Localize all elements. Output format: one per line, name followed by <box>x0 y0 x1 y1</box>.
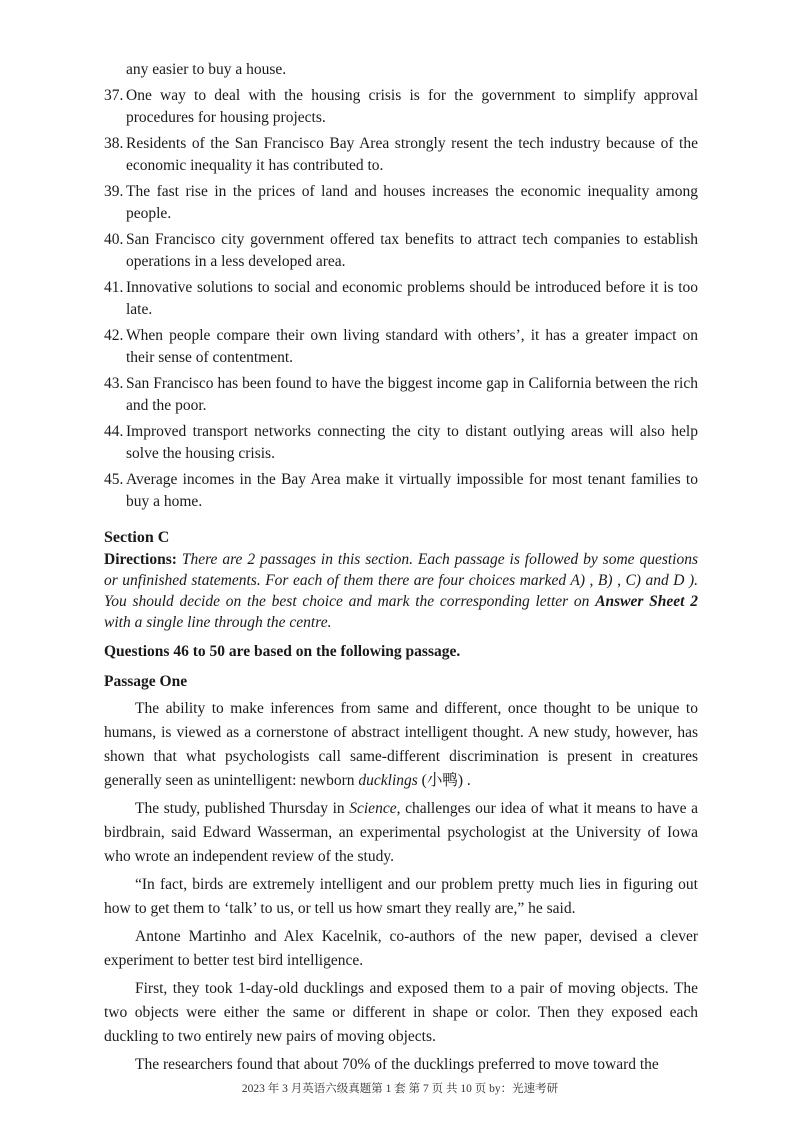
passage-paragraph: First, they took 1-day-old ducklings and exposed them to a pair of moving objects. The two objects were either the same or different in shape or color. Then they exposed each duckling to two entirely new pairs of moving objects. <box>104 980 698 1045</box>
directions-label: Directions: <box>104 551 177 568</box>
question-item <box>104 85 698 129</box>
question-number: 38. <box>104 135 124 152</box>
question-number: 44. <box>104 423 124 440</box>
section-c <box>104 527 698 1077</box>
journal-name: Science <box>349 800 397 817</box>
question-number: 39. <box>104 183 124 200</box>
question-number: 42. <box>104 327 124 344</box>
passage-title: Passage One <box>104 673 188 690</box>
paragraph-text: , challenges our idea of what it means to have a birdbrain, said Edward Wasserman, an experimental psychologist at the University of Iowa who wrote an independent review of the study. <box>104 800 698 865</box>
question-text: Residents of the San Francisco Bay Area strongly resent the tech industry because of the economic inequality it has contributed to. <box>126 135 698 174</box>
question-number: 41. <box>104 279 124 296</box>
question-text: The fast rise in the prices of land and houses increases the economic inequality among people. <box>126 183 698 222</box>
directions <box>104 549 698 633</box>
question-text: When people compare their own living standard with others’, it has a greater impact on their sense of contentment. <box>126 327 698 366</box>
passage-paragraph: The researchers found that about 70% of the ducklings preferred to move toward the <box>135 1056 659 1073</box>
passage-paragraph <box>104 697 698 793</box>
question-text: San Francisco city government offered tax benefits to attract tech companies to establish operations in a less developed area. <box>126 231 698 270</box>
directions-text: There are 2 passages in this section. Each passage is followed by some questions or unfinished statements. For each of them there are four choices marked A) , B) , C) and D ). You should decide on the best choice and mark the corresponding letter on <box>104 551 698 610</box>
paragraph-text: The ability to make inferences from same and different, once thought to be unique to humans, is viewed as a cornerstone of abstract intelligent thought. A new study, however, has shown that what psychologists call same-different discrimination is present in creatures generally seen as unintelligent: newborn <box>104 700 698 789</box>
question-number: 45. <box>104 471 124 488</box>
question-item <box>104 469 698 513</box>
paragraph-text: The study, published Thursday in <box>135 800 350 817</box>
question-number: 37. <box>104 87 124 104</box>
passage-paragraph <box>104 797 698 869</box>
question-number: 43. <box>104 375 124 392</box>
section-title: Section C <box>104 529 170 546</box>
answer-sheet-ref: Answer Sheet 2 <box>595 593 698 610</box>
question-text: Innovative solutions to social and economic problems should be introduced before it is too late. <box>126 279 698 318</box>
question-text: San Francisco has been found to have the biggest income gap in California between the rich and the poor. <box>126 375 698 414</box>
question-item <box>104 181 698 225</box>
question-item <box>104 373 698 417</box>
directions-text-end: with a single line through the centre. <box>104 614 332 631</box>
question-item <box>104 229 698 273</box>
question-item <box>104 277 698 321</box>
question-list <box>104 85 698 517</box>
question-number: 40. <box>104 231 124 248</box>
italic-term: ducklings <box>358 772 418 789</box>
questions-header: Questions 46 to 50 are based on the following passage. <box>104 643 461 660</box>
question-item <box>104 133 698 177</box>
question-text: One way to deal with the housing crisis is for the government to simplify approval procedures for housing projects. <box>126 87 698 126</box>
passage-paragraph: Antone Martinho and Alex Kacelnik, co-authors of the new paper, devised a clever experiment to better test bird intelligence. <box>104 928 698 969</box>
question-text: Improved transport networks connecting the city to distant outlying areas will also help solve the housing crisis. <box>126 423 698 462</box>
passage-paragraph: “In fact, birds are extremely intelligent and our problem pretty much lies in figuring out how to get them to ‘talk’ to us, or tell us how smart they really are,” he said. <box>104 876 698 917</box>
paragraph-text: (小鸭) . <box>417 772 471 789</box>
page-footer: 2023 年 3 月英语六级真题第 1 套 第 7 页 共 10 页 by：光速考研 <box>241 1083 559 1095</box>
question-item <box>104 421 698 465</box>
continuation-line: any easier to buy a house. <box>126 61 287 78</box>
question-text: Average incomes in the Bay Area make it virtually impossible for most tenant families to buy a home. <box>126 471 698 510</box>
question-item <box>104 325 698 369</box>
